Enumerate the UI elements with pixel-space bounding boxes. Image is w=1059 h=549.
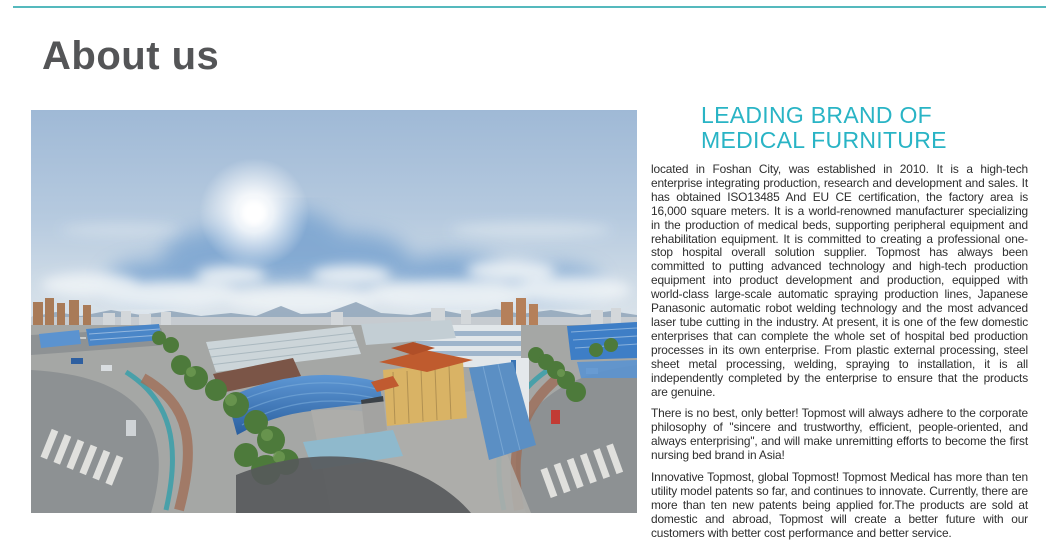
about-paragraph-2: There is no best, only better! Topmost will always adhere to the corporate philosophy of "sincere and trustworthy, efficient, people-oriented, and always enterprising", and will make unremitting efforts to become the first nursing bed brand in Asia! <box>651 406 1028 463</box>
section-heading-line1: LEADING BRAND OF <box>701 102 933 128</box>
about-text-column <box>651 103 1028 549</box>
about-paragraph-3: Innovative Topmost, global Topmost! Topmost Medical has more than ten utility model patents so far, and continues to innovate. Currently, there are more than ten new patents being applied for.The products are sold at domestic and abroad, Topmost will create a better future with our customers with better cost performance and better service. <box>651 470 1028 540</box>
about-paragraph-1: located in Foshan City, was established in 2010. It is a high-tech enterprise integrating production, research and development and sales. It has obtained ISO13485 And EU CE certification, the factory area is 16,000 square meters. It is a world-renowned manufacturer specializing in the production of medical beds, supporting peripheral equipment and rehabilitation equipment. It is committed to creating a professional one-stop hospital overall solution supplier. Topmost has always been committed to putting advanced technology and high-tech production equipment into product development and production, equipped with world-class large-scale automatic spraying production lines, Japanese Panasonic automatic robot welding technology and the most advanced laser tube cutting in the industry. At present, it is one of the few domestic enterprises that can complete the whole set of hospital bed production processes in its own enterprise. From plastic external processing, steel sheet metal processing, welding, spraying to installation, it is all independently completed by the enterprise to ensure that the products are genuine. <box>651 162 1028 399</box>
factory-panorama-photo <box>31 110 637 513</box>
top-divider-rule <box>13 6 1046 8</box>
section-heading-line2: MEDICAL FURNITURE <box>701 127 947 153</box>
factory-panorama-image <box>31 110 637 513</box>
sky <box>31 110 637 326</box>
page-title: About us <box>42 34 220 78</box>
section-heading <box>701 103 1028 153</box>
